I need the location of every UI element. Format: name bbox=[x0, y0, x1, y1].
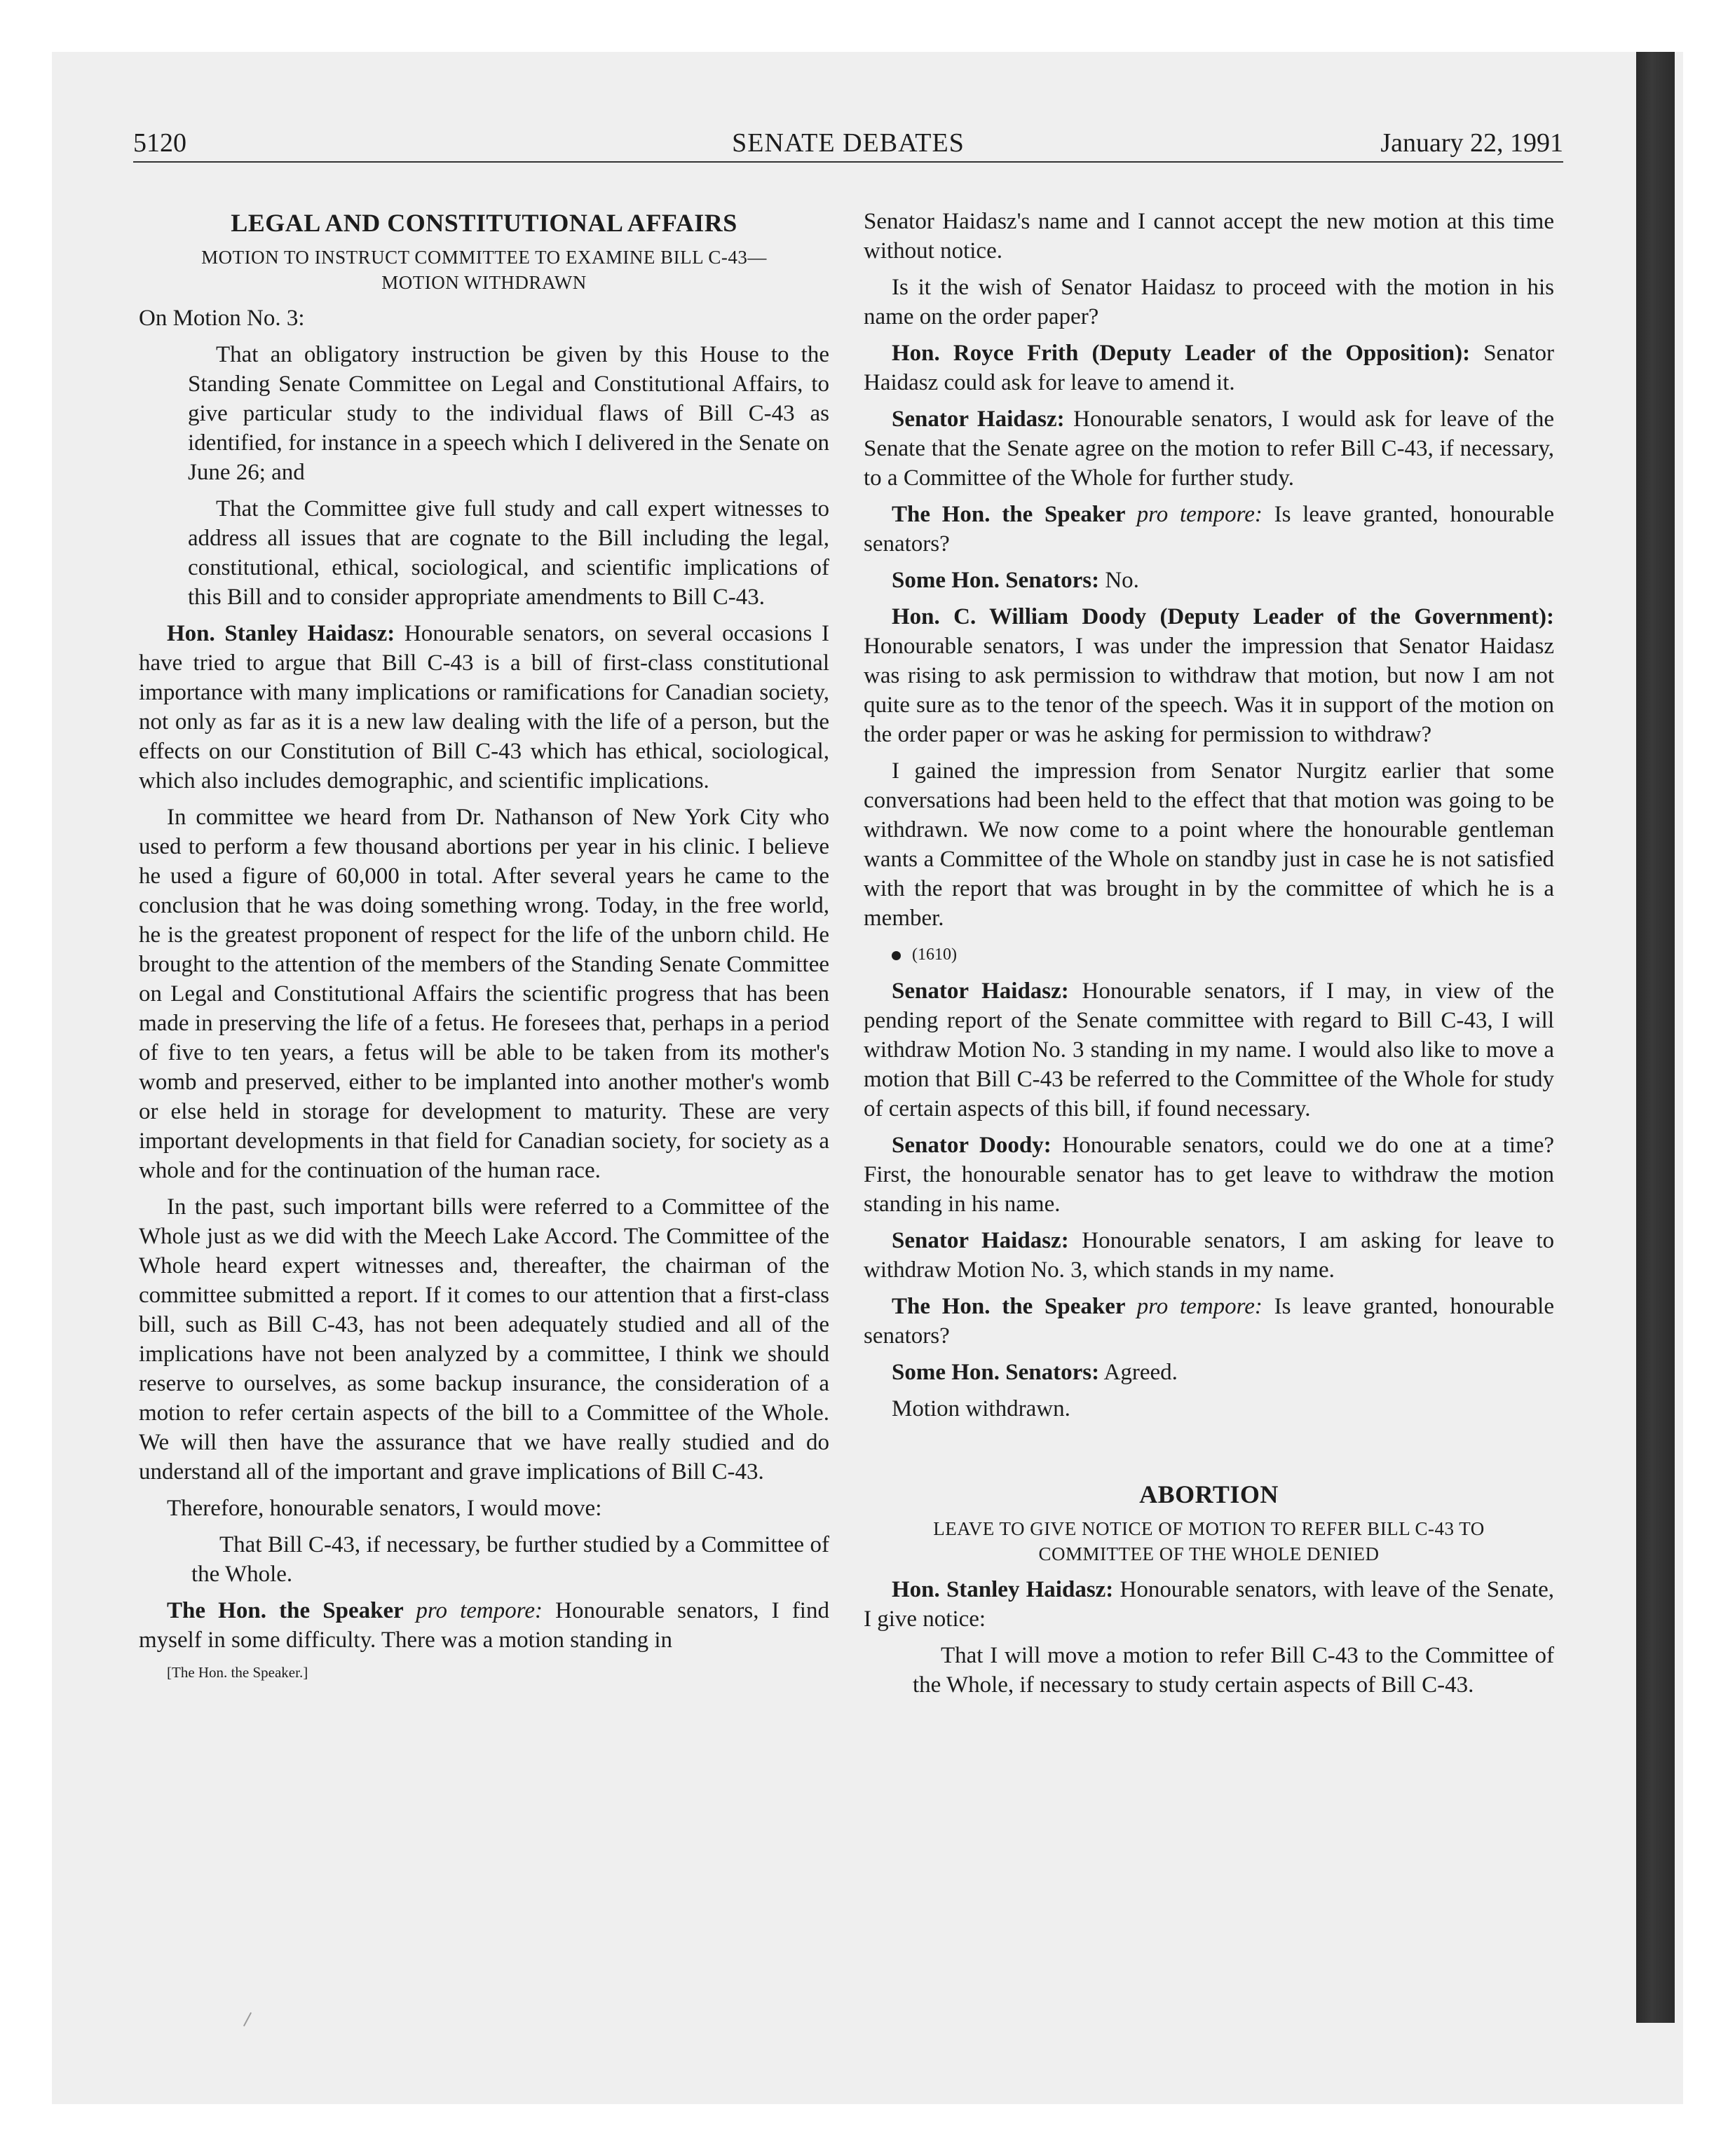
speaker-name: Hon. Royce Frith (Deputy Leader of the Opposition): bbox=[892, 341, 1471, 366]
doody-paragraph-2: I gained the impression from Senator Nurgitz earlier that some conversations had been held to the effect that that motion was going to be withdrawn. We now come to a point where the honourable gentleman wants a Committee of the Whole on standby just in case he is not satisfied with the report that was brought in by the committee of which he is a member. bbox=[864, 758, 1554, 931]
motion-withdrawn: Motion withdrawn. bbox=[892, 1396, 1070, 1421]
speech-text: Honourable senators, on several occasions I have tried to argue that Bill C-43 is a bill of first-class constitutional importance with many implications or ramifications for Canadian society, not only as far as it is a new law dealing with the life of a person, but the effects on our Constitution of Bill C-43 which has ethical, sociological, which also includes demographic, and scientific implications. bbox=[139, 621, 829, 793]
speaker-name: Hon. C. William Doody (Deputy Leader of the Government): bbox=[892, 604, 1554, 629]
speech-text: Is leave granted, honourable senators? bbox=[864, 1294, 1554, 1349]
speech-text: Honourable senators, could we do one at a time? First, the honourable senator has to get leave to withdraw the motion standing in his name. bbox=[864, 1133, 1554, 1217]
notice-quote: That I will move a motion to refer Bill C-43 to the Committee of the Whole, if necessary to study certain aspects of Bill C-43. bbox=[913, 1643, 1554, 1698]
speaker-name: The Hon. the Speaker bbox=[892, 502, 1137, 527]
subtitle-line-2: MOTION WITHDRAWN bbox=[381, 272, 587, 293]
speaker-name: The Hon. the Speaker bbox=[167, 1598, 416, 1623]
speaker-name: The Hon. the Speaker bbox=[892, 1294, 1137, 1319]
speaker-name: Senator Haidasz: bbox=[892, 1228, 1069, 1253]
journal-title: SENATE DEBATES bbox=[732, 128, 965, 158]
speech-text: Senator Haidasz could ask for leave to amend it. bbox=[864, 341, 1554, 395]
speech-text: Honourable senators, I find myself in some difficulty. There was a motion standing in bbox=[139, 1598, 829, 1653]
right-column bbox=[864, 207, 1554, 1707]
time-marker bbox=[864, 940, 1554, 969]
running-header bbox=[133, 125, 1563, 163]
speech-text: Honourable senators, I am asking for leave to withdraw Motion No. 3, which stands in my name. bbox=[864, 1228, 1555, 1283]
section-spacer bbox=[864, 1431, 1554, 1478]
time-stamp: (1610) bbox=[912, 946, 957, 964]
speaker-name: Senator Haidasz: bbox=[892, 978, 1069, 1004]
speaker-paragraph bbox=[139, 1596, 829, 1655]
haidasz-paragraph-2: In committee we heard from Dr. Nathanson of New York City who used to perform a few thousand abortions per year in his clinic. I believe he used a figure of 60,000 in total. After several years he came to the conclusion that he was doing something wrong. Today, in the free world, he is the greatest proponent of respect for the life of the unborn child. He brought to the attention of the members of the Standing Senate Committee on Legal and Constitutional Affairs the scientific progress that has been made in preserving the life of a fetus. He foresees that, perhaps in a period of five to ten years, a fetus will be able to be taken from its mother's womb and preserved, either to be implanted into another mother's womb or else held in storage for development to maturity. These are very important developments in that field for Canadian society, for society as a whole and for the continuation of the human race. bbox=[139, 805, 829, 1183]
speech-text: No. bbox=[1099, 568, 1139, 593]
subtitle-line-1: LEAVE TO GIVE NOTICE OF MOTION TO REFER BILL C-43 TO bbox=[933, 1518, 1485, 1539]
continuation-footnote: [The Hon. the Speaker.] bbox=[167, 1664, 308, 1681]
motion-text-1: That an obligatory instruction be given by this House to the Standing Senate Committee on Legal and Constitutional Affairs, to give particular study to the individual flaws of Bill C-43 as identified, for instance in a speech which I delivered in the Senate on June 26; and bbox=[188, 342, 829, 485]
bullet-icon bbox=[892, 951, 901, 960]
speaker-role: pro tempore: bbox=[1136, 502, 1263, 527]
speaker-paragraph-2 bbox=[864, 500, 1554, 559]
speaker-name: Senator Doody: bbox=[892, 1133, 1052, 1158]
speech-text: Is leave granted, honourable senators? bbox=[864, 502, 1554, 557]
speaker-role: pro tempore: bbox=[1136, 1294, 1263, 1319]
haidasz-paragraph-1 bbox=[139, 619, 829, 796]
speaker-name: Hon. Stanley Haidasz: bbox=[892, 1577, 1114, 1602]
section-subtitle bbox=[139, 245, 829, 295]
frith-paragraph bbox=[864, 339, 1554, 397]
motion-intro: On Motion No. 3: bbox=[139, 306, 305, 331]
speaker-name: Hon. Stanley Haidasz: bbox=[167, 621, 395, 646]
speaker-continued: Senator Haidasz's name and I cannot accept the new motion at this time without notice. bbox=[864, 209, 1554, 264]
haidasz-reply-1 bbox=[864, 404, 1554, 493]
subtitle-line-1: MOTION TO INSTRUCT COMMITTEE TO EXAMINE BILL C-43— bbox=[201, 247, 767, 268]
doody-paragraph-1 bbox=[864, 602, 1554, 749]
senators-response-1 bbox=[864, 566, 1554, 595]
motion-text-2: That the Committee give full study and call expert witnesses to address all issues that are cognate to the Bill including the legal, constitutional, ethical, sociological, and scientific implications of this Bill and to consider appropriate amendments to Bill C-43. bbox=[188, 496, 829, 610]
section-subtitle-abortion bbox=[864, 1516, 1554, 1567]
speaker-name: Some Hon. Senators: bbox=[892, 1360, 1100, 1385]
speech-text: Honourable senators, if I may, in view of the pending report of the Senate committee with regard to Bill C-43, I will withdraw Motion No. 3 standing in my name. I would also like to move a motion that Bill C-43 be referred to the Committee of the Whole for study of certain aspects of this bill, if found necessary. bbox=[864, 978, 1555, 1121]
page-number: 5120 bbox=[133, 128, 186, 158]
speaker-paragraph-3 bbox=[864, 1292, 1554, 1351]
haidasz-motion-quote: That Bill C-43, if necessary, be further studied by a Committee of the Whole. bbox=[191, 1532, 829, 1587]
speech-text: Honourable senators, with leave of the Senate, I give notice: bbox=[864, 1577, 1555, 1632]
haidasz-reply-3 bbox=[864, 1226, 1554, 1285]
haidasz-paragraph-3: In the past, such important bills were referred to a Committee of the Whole just as we did with the Meech Lake Accord. The Committee of the Whole heard expert witnesses and, thereafter, the chairman of the committee submitted a report. If it comes to our attention that a first-class bill, such as Bill C-43, has not been adequately studied and all of the implications have not been analyzed by a committee, I think we should reserve to ourselves, as some backup insurance, the consideration of a motion to refer certain aspects of the bill to a Committee of the Whole. We will then have the assurance that we have really studied and do understand all of the important and grave implications of Bill C-43. bbox=[139, 1194, 829, 1485]
section-title: LEGAL AND CONSTITUTIONAL AFFAIRS bbox=[231, 209, 737, 237]
speaker-question: Is it the wish of Senator Haidasz to proceed with the motion in his name on the order paper? bbox=[864, 275, 1554, 329]
senators-response-2 bbox=[864, 1358, 1554, 1387]
haidasz-reply-2 bbox=[864, 976, 1554, 1124]
speech-text: Honourable senators, I was under the impression that Senator Haidasz was rising to ask permission to withdraw that motion, but now I am not quite sure as to the tenor of the speech. Was it in support of the motion on the order paper or was he asking for permission to withdraw? bbox=[864, 634, 1554, 747]
section-title-abortion: ABORTION bbox=[1139, 1480, 1279, 1508]
speaker-name: Some Hon. Senators: bbox=[892, 568, 1100, 593]
speech-text: Agreed. bbox=[1099, 1360, 1178, 1385]
speaker-role: pro tempore: bbox=[416, 1598, 543, 1623]
haidasz-notice bbox=[864, 1575, 1554, 1634]
haidasz-paragraph-4: Therefore, honourable senators, I would move: bbox=[167, 1496, 602, 1521]
scan-edge-shadow bbox=[1636, 52, 1675, 2023]
doody-paragraph-3 bbox=[864, 1131, 1554, 1219]
subtitle-line-2: COMMITTEE OF THE WHOLE DENIED bbox=[1038, 1543, 1380, 1564]
speech-text: Honourable senators, I would ask for leave of the Senate that the Senate agree on the motion to refer Bill C-43, if necessary, to a Committee of the Whole for further study. bbox=[864, 407, 1555, 491]
issue-date: January 22, 1991 bbox=[1380, 128, 1563, 158]
speaker-name: Senator Haidasz: bbox=[892, 407, 1065, 432]
left-column bbox=[139, 207, 829, 1690]
